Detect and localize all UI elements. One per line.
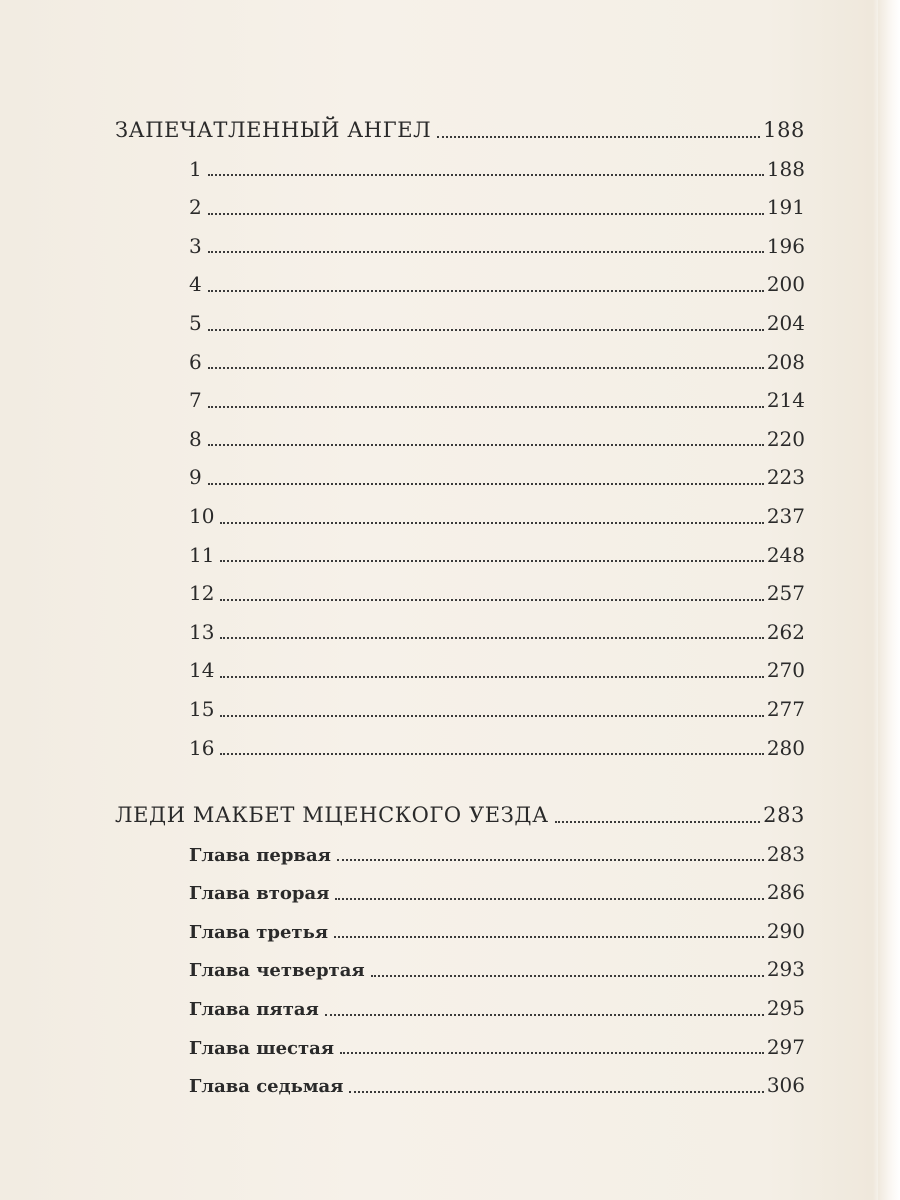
toc-entry-page: 297 bbox=[766, 1034, 805, 1059]
toc-entry[interactable] bbox=[115, 1066, 805, 1105]
toc-entry-label: 6 bbox=[189, 349, 202, 374]
toc-entry-page: 223 bbox=[766, 465, 805, 490]
toc-entry-page: 208 bbox=[766, 349, 805, 374]
dot-leader bbox=[555, 809, 761, 823]
toc-entry[interactable] bbox=[115, 536, 805, 575]
toc-entry-page: 283 bbox=[766, 841, 805, 866]
toc-entry[interactable] bbox=[115, 343, 805, 382]
dot-leader bbox=[220, 664, 763, 678]
toc-heading[interactable] bbox=[115, 796, 805, 835]
toc-entry-label: 7 bbox=[189, 388, 202, 413]
toc-entry[interactable] bbox=[115, 188, 805, 227]
toc-entry[interactable] bbox=[115, 651, 805, 690]
dot-leader bbox=[437, 124, 760, 138]
toc-entry[interactable] bbox=[115, 613, 805, 652]
toc-entry-page: 196 bbox=[766, 233, 805, 258]
toc-entry-label: 16 bbox=[189, 735, 215, 760]
dot-leader bbox=[334, 924, 764, 938]
dot-leader bbox=[208, 432, 764, 446]
toc-entry-page: 277 bbox=[766, 696, 805, 721]
dot-leader bbox=[208, 239, 764, 253]
dot-leader bbox=[220, 548, 763, 562]
toc-entry-page: 191 bbox=[766, 195, 805, 220]
toc-entry[interactable] bbox=[115, 873, 805, 912]
toc-entry-label: 3 bbox=[189, 233, 202, 258]
toc-entry-page: 188 bbox=[766, 156, 805, 181]
toc-entry-label: 9 bbox=[189, 465, 202, 490]
toc-entry[interactable] bbox=[115, 381, 805, 420]
toc-entry[interactable] bbox=[115, 150, 805, 189]
toc-entry-page: 280 bbox=[766, 735, 805, 760]
toc-entry-label: 5 bbox=[189, 310, 202, 335]
toc-entry[interactable] bbox=[115, 458, 805, 497]
dot-leader bbox=[220, 741, 763, 755]
toc-entry-page: 220 bbox=[766, 426, 805, 451]
dot-leader bbox=[325, 1002, 764, 1016]
dot-leader bbox=[208, 201, 764, 215]
dot-leader bbox=[208, 162, 764, 176]
toc-entry-page: 270 bbox=[766, 658, 805, 683]
toc-heading-title: ЛЕДИ МАКБЕТ МЦЕНСКОГО УЕЗДА bbox=[115, 803, 549, 827]
toc-entry[interactable] bbox=[115, 912, 805, 951]
toc-entry[interactable] bbox=[115, 265, 805, 304]
toc-entry-label: Глава шестая bbox=[189, 1037, 335, 1059]
toc-heading-page: 283 bbox=[763, 803, 805, 827]
toc-entry-label: 14 bbox=[189, 658, 215, 683]
toc-entry-page: 237 bbox=[766, 503, 805, 528]
dot-leader bbox=[220, 587, 763, 601]
toc-entry-label: 11 bbox=[189, 542, 215, 567]
toc-entry[interactable] bbox=[115, 950, 805, 989]
toc-section-1 bbox=[115, 111, 805, 767]
toc-entry-label: Глава четвертая bbox=[189, 960, 365, 982]
dot-leader bbox=[220, 625, 763, 639]
toc-heading-title: ЗАПЕЧАТЛЕННЫЙ АНГЕЛ bbox=[115, 118, 432, 142]
toc-entry-page: 262 bbox=[766, 619, 805, 644]
toc-section-2 bbox=[115, 796, 805, 1105]
toc-entry-page: 295 bbox=[766, 995, 805, 1020]
dot-leader bbox=[335, 886, 763, 900]
toc-entry-label: 13 bbox=[189, 619, 215, 644]
toc-entry-label: 10 bbox=[189, 503, 215, 528]
toc-entry[interactable] bbox=[115, 497, 805, 536]
toc-entry[interactable] bbox=[115, 574, 805, 613]
toc-entry-label: 2 bbox=[189, 195, 202, 220]
toc-entry-label: Глава третья bbox=[189, 921, 329, 943]
toc-entry[interactable] bbox=[115, 227, 805, 266]
toc-entry-page: 306 bbox=[766, 1073, 805, 1098]
toc-entry-page: 200 bbox=[766, 272, 805, 297]
toc-entry-label: Глава пятая bbox=[189, 998, 319, 1020]
toc-entry[interactable] bbox=[115, 690, 805, 729]
dot-leader bbox=[208, 394, 764, 408]
dot-leader bbox=[340, 1040, 764, 1054]
dot-leader bbox=[220, 510, 763, 524]
toc-entry-label: 12 bbox=[189, 581, 215, 606]
toc-heading[interactable] bbox=[115, 111, 805, 150]
toc-entry[interactable] bbox=[115, 989, 805, 1028]
dot-leader bbox=[208, 471, 764, 485]
page-edge bbox=[878, 0, 900, 1200]
dot-leader bbox=[220, 703, 763, 717]
toc-entry-label: Глава седьмая bbox=[189, 1076, 344, 1098]
toc-entry[interactable] bbox=[115, 1028, 805, 1067]
dot-leader bbox=[208, 355, 764, 369]
toc-entry-label: 4 bbox=[189, 272, 202, 297]
toc-entry[interactable] bbox=[115, 420, 805, 459]
toc-entry-page: 286 bbox=[766, 880, 805, 905]
toc-entry-page: 293 bbox=[766, 957, 805, 982]
dot-leader bbox=[337, 847, 764, 861]
toc-entry[interactable] bbox=[115, 729, 805, 768]
toc-entry-page: 257 bbox=[766, 581, 805, 606]
toc-entry[interactable] bbox=[115, 304, 805, 343]
dot-leader bbox=[208, 317, 764, 331]
dot-leader bbox=[371, 963, 764, 977]
toc-entry-page: 248 bbox=[766, 542, 805, 567]
toc-entry-page: 214 bbox=[766, 388, 805, 413]
toc-heading-page: 188 bbox=[763, 118, 805, 142]
dot-leader bbox=[349, 1079, 763, 1093]
toc-entry-label: 8 bbox=[189, 426, 202, 451]
toc-entry[interactable] bbox=[115, 835, 805, 874]
toc-entry-page: 290 bbox=[766, 918, 805, 943]
toc-entry-label: Глава вторая bbox=[189, 883, 330, 905]
toc-entry-label: Глава первая bbox=[189, 844, 331, 866]
toc-entry-label: 1 bbox=[189, 156, 202, 181]
dot-leader bbox=[208, 278, 764, 292]
toc-entry-label: 15 bbox=[189, 696, 215, 721]
toc-entry-page: 204 bbox=[766, 310, 805, 335]
